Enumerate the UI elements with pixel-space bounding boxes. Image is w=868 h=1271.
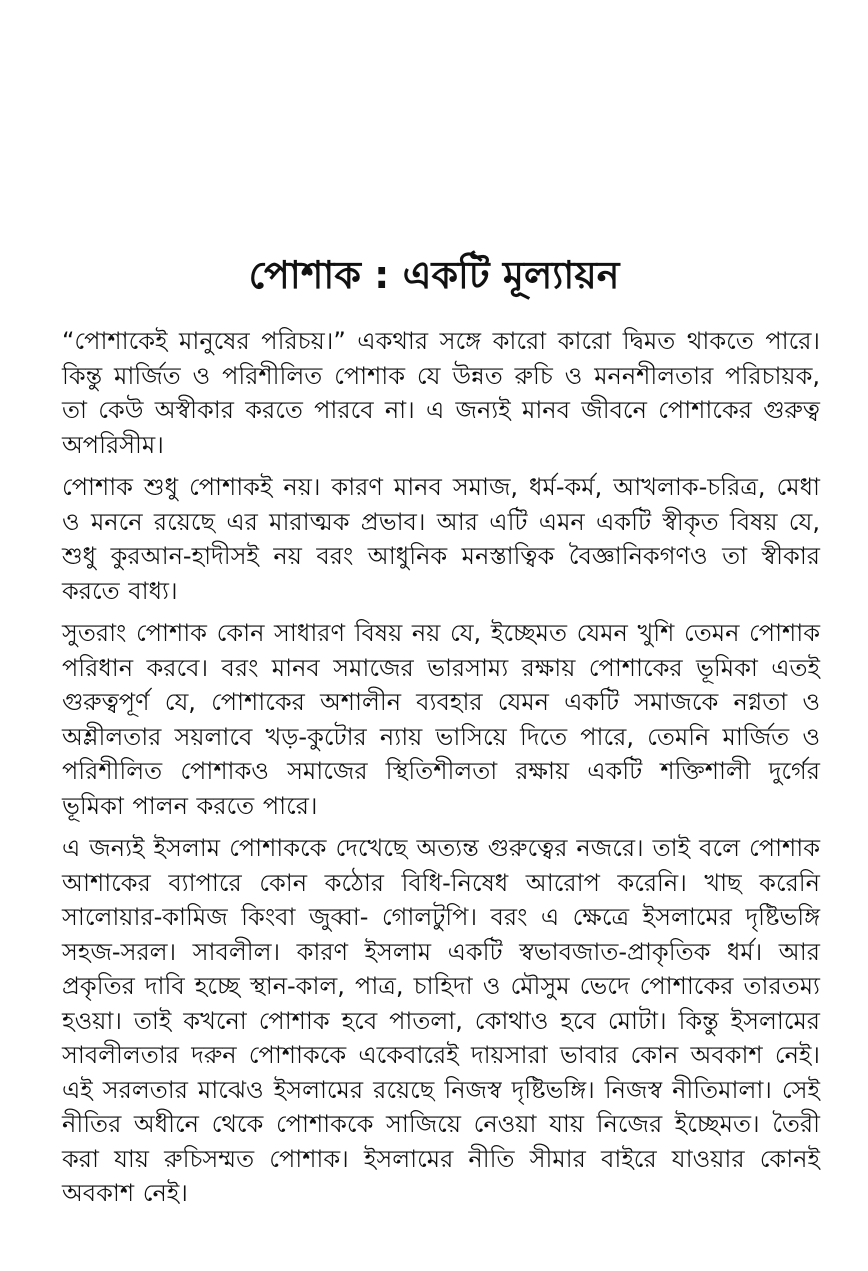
chapter-title: পোশাক : একটি মূল্যায়ন <box>248 253 620 297</box>
paragraph-2: পোশাক শুধু পোশাকই নয়। কারণ মানব সমাজ, ধর্ম-কর্ম, আখলাক-চরিত্র, মেধা ও মননে রয়েছে এর মারাত্মক প্রভাব। আর এটি এমন একটি স্বীকৃত বিষয় যে, শুধু কুরআন-হাদীসই নয় বরং আধুনিক মনস্তাত্বিক বৈজ্ঞানিকগণও তা স্বীকার করতে বাধ্য। <box>62 473 820 605</box>
paragraph-4: এ জন্যই ইসলাম পোশাককে দেখেছে অত্যন্ত গুরুত্বের নজরে। তাই বলে পোশাক আশাকের ব্যাপারে কোন কঠোর বিধি-নিষেধ আরোপ করেনি। খাছ করেনি সালোয়ার-কামিজ কিংবা জুব্বা- গোলটুপি। বরং এ ক্ষেত্রে ইসলামের দৃষ্টিভঙ্গি সহজ-সরল। সাবলীল। কারণ ইসলাম একটি স্বভাবজাত-প্রাকৃতিক ধর্ম। আর প্রকৃতির দাবি হচ্ছে স্থান-কাল, পাত্র, চাহিদা ও মৌসুম ভেদে পোশাকের তারতম্য হওয়া। তাই কখনো পোশাক হবে পাতলা, কোথাও হবে মোটা। কিন্তু ইসলামের সাবলীলতার দরুন পোশাককে একেবারেই দায়সারা ভাবার কোন অবকাশ নেই। এই সরলতার মাঝেও ইসলামের রয়েছে নিজস্ব দৃষ্টিভঙ্গি। নিজস্ব নীতিমালা। সেই নীতির অধীনে থেকে পোশাককে সাজিয়ে নেওয়া যায় নিজের ইচ্ছেমত। তৈরী করা যায় রুচিসম্মত পোশাক। ইসলামের নীতি সীমার বাইরে যাওয়ার কোনই অবকাশ নেই। <box>62 834 820 1207</box>
chapter-body <box>62 324 820 1219</box>
paragraph-3: সুতরাং পোশাক কোন সাধারণ বিষয় নয় যে, ইচ্ছেমত যেমন খুশি তেমন পোশাক পরিধান করবে। বরং মানব সমাজের ভারসাম্য রক্ষায় পোশাকের ভূমিকা এতই গুরুত্বপূর্ণ যে, পোশাকের অশালীন ব্যবহার যেমন একটি সমাজকে নগ্নতা ও অশ্লীলতার সয়লাবে খড়-কুটোর ন্যায় ভাসিয়ে দিতে পারে, তেমনি মার্জিত ও পরিশীলিত পোশাকও সমাজের স্থিতিশীলতা রক্ষায় একটি শক্তিশালী দুর্গের ভূমিকা পালন করতে পারে। <box>62 619 820 820</box>
paragraph-1: “পোশাকেই মানুষের পরিচয়।” একথার সঙ্গে কারো কারো দ্বিমত থাকতে পারে। কিন্তু মার্জিত ও পরিশীলিত পোশাক যে উন্নত রুচি ও মননশীলতার পরিচায়ক, তা কেউ অস্বীকার করতে পারবে না। এ জন্যই মানব জীবনে পোশাকের গুরুত্ব অপরিসীম। <box>62 327 820 459</box>
